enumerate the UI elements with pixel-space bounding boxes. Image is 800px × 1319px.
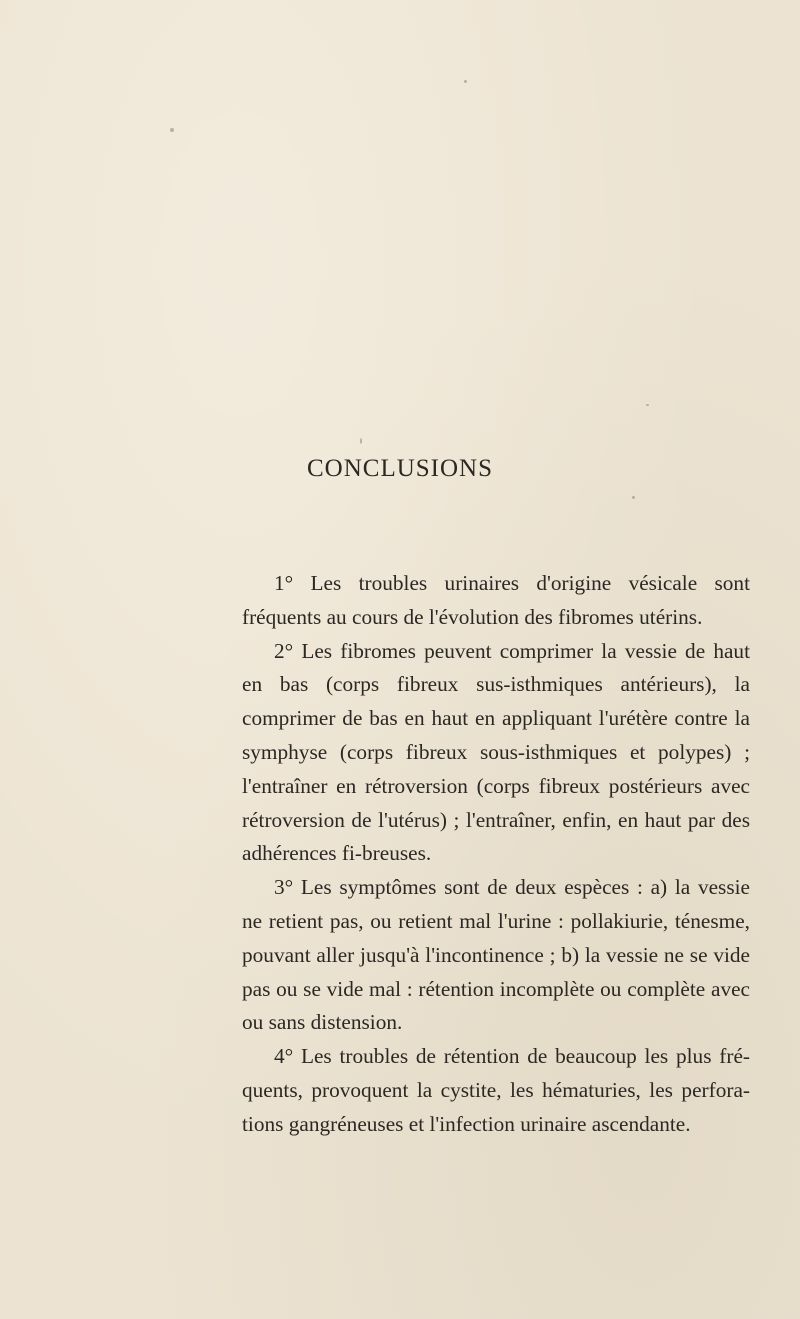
conclusion-paragraph [242,1040,750,1141]
paragraph-number: 2° [274,638,294,663]
paragraph-number: 1° [274,571,294,595]
conclusion-paragraph [242,567,750,635]
paper-speck [646,404,649,406]
paper-speck [170,128,174,132]
paragraph-text: Les symptômes sont de deux espèces : a) la vessie ne retient pas, ou retient mal l'urine : pollakiurie, ténesme, pouvant aller jusqu'à l'incontinence ; b) la vessie ne se vide pas ou se vide mal : rétention incomplète ou complète avec ou sans distension. [242,875,750,1035]
paper-speck [632,496,635,499]
paragraph-text: Les troubles urinaires d'origine vésicale sont fréquents au cours de l'évolution des fibromes utérins. [242,571,750,629]
conclusion-paragraph [242,871,750,1040]
conclusions-list [242,567,750,1142]
conclusion-paragraph [242,635,750,872]
paper-speck [360,438,362,444]
paragraph-number: 3° [274,875,294,900]
paragraph-text: Les troubles de rétention de beaucoup les plus fré-quents, provoquent la cystite, les hématuries, les perfora-tions gangréneuses et l'infection urinaire ascendante. [242,1044,751,1136]
paragraph-text: Les fibromes peuvent comprimer la vessie de haut en bas (corps fibreux sus-isthmiques antérieurs), la comprimer de bas en haut en appliquant l'urétère contre la symphyse (corps fibreux sous-isthmiques et polypes) ; l'entraîner en rétroversion (corps fibreux postérieurs avec rétroversion de l'utérus) ; l'entraîner, enfin, en haut par des adhérences fi-breuses. [242,638,750,866]
paragraph-number: 4° [274,1044,294,1069]
paper-speck [464,80,467,83]
page-title: CONCLUSIONS [306,455,494,482]
